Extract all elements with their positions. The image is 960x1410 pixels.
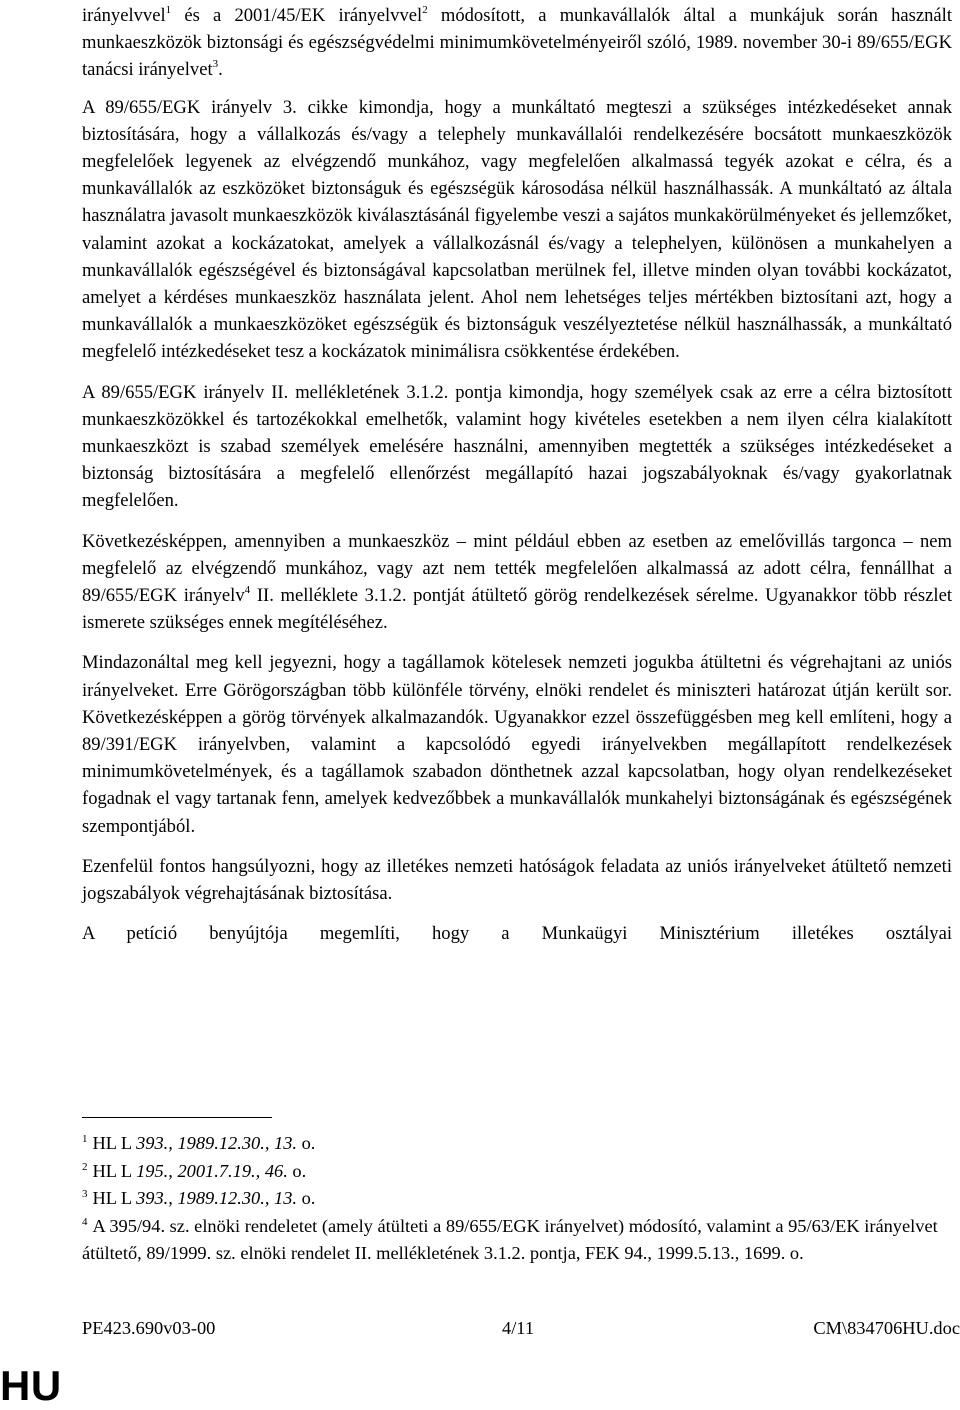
footnote-ref-3[interactable]: 3 — [212, 58, 219, 71]
document-reference: PE423.690v03-00 — [82, 1318, 216, 1338]
paragraph-intro-continuation — [82, 2, 952, 84]
footnote-text: o. — [297, 1188, 316, 1208]
footnote-number: 2 — [82, 1160, 88, 1173]
footnote-text: o. — [287, 1160, 307, 1181]
footnote-text: o. — [297, 1133, 316, 1153]
document-page — [82, 0, 960, 1410]
text-run: II. melléklete 3.1.2. pontját átültető görög rendelkezések sérelme. Ugyanakkor több részlet ismerete szükséges ennek megítéléséhez. — [82, 585, 952, 634]
footnote-number: 1 — [82, 1133, 88, 1145]
text-run: . — [218, 59, 223, 81]
paragraph-national-authorities: Ezenfelül fontos hangsúlyozni, hogy az illetékes nemzeti hatóságok feladata az uniós irányelveket átültető nemzeti jogszabályok végrehajtásának biztosítása. — [82, 855, 952, 905]
text-run: Következésképpen, amennyiben a munkaeszköz – mint például ebben az esetben az emelővillás targonca – nem megfelelő az elvégzendő munkához, vagy azt nem tették megfelelően alkalmassá az adott célra, fennállhat a 89/655/EGK irányelv — [82, 530, 952, 607]
footnote-text: A 395/94. sz. elnöki rendeletet (amely átülteti a 89/655/EGK irányelvet) módosító, valamint a 95/63/EK irányelvet átültető, 89/1999. sz. elnöki rendelet II. mellékletének 3.1.2. pontja, FEK 94., 1999.5.13., 1699. o. — [82, 1215, 938, 1263]
footnote-ref-4[interactable]: 4 — [244, 584, 251, 597]
body-text — [82, 2, 952, 961]
text-run: irányelvvel — [82, 5, 166, 26]
footnote-number: 4 — [82, 1215, 88, 1228]
language-code: HU — [0, 1362, 62, 1409]
footnote-separator — [82, 1117, 272, 1118]
paragraph-annex-ii: A 89/655/EGK irányelv II. mellékletének 3.1.2. pontja kimondja, hogy személyek csak az erre a célra biztosított munkaeszközökkel és tartozékokkal emelhetők, valamint hogy kivételes esetekben a nem ilyen célra kialakított munkaeszközt is szabad személyek emelésére használni, amennyiben megtették a szükséges intézkedéseket a biztonság biztosítására a megfelelő ellenőrzést megállapító hazai jogszabályoknak és/vagy gyakorlatnak megfelelően. — [82, 381, 952, 512]
footnotes — [82, 1130, 952, 1268]
footnote-text: HL L — [92, 1188, 137, 1208]
footnote-ref-1[interactable]: 1 — [165, 4, 172, 16]
footnote-number: 3 — [82, 1188, 88, 1200]
footnote-2 — [82, 1158, 952, 1186]
footnote-4 — [82, 1213, 952, 1268]
footnote-ref-2[interactable]: 2 — [422, 4, 428, 16]
page-footer — [82, 1318, 960, 1346]
paragraph-consequently — [82, 528, 952, 637]
paragraph-petitioner: A petíció benyújtója megemlíti, hogy a Munkaügyi Minisztérium illetékes osztályai — [82, 923, 952, 945]
page-number: 4/11 — [502, 1318, 535, 1338]
footnote-text: HL L — [92, 1133, 137, 1153]
text-run: és a 2001/45/EK irányelvvel — [171, 5, 423, 26]
footnote-citation: 393., 1989.12.30., 13. — [136, 1188, 298, 1208]
paragraph-member-states: Mindazonáltal meg kell jegyezni, hogy a tagállamok kötelesek nemzeti jogukba átültetni és végrehajtani az uniós irányelveket. Erre Görögországban több különféle törvény, elnöki rendelet és miniszteri határozat útján került sor. Következésképpen a görög törvények alkalmazandók. Ugyanakkor ezzel összefüggésben meg kell említeni, hogy a 89/391/EGK irányelvben, valamint a kapcsolódó egyedi irányelvekben megállapított rendelkezések minimumkövetelmények, és a tagállamok szabadon dönthetnek azzal kapcsolatban, hogy olyan rendelkezéseket fogadnak el vagy tartanak fenn, amelyek kedvezőbbek a munkavállalók munkahelyi biztonságának és egészségének szempontjából. — [82, 652, 952, 837]
footnote-3 — [82, 1185, 952, 1213]
footnote-citation: 393., 1989.12.30., 13. — [136, 1133, 298, 1153]
file-name: CM\834706HU.doc — [813, 1318, 960, 1338]
paragraph-article-3: A 89/655/EGK irányelv 3. cikke kimondja, hogy a munkáltató megteszi a szükséges intézkedéseket annak biztosítására, hogy a vállalkozás és/vagy a telephely munkavállalói rendelkezésére bocsátott munkaeszközök megfelelőek legyenek az elvégzendő munkához, vagy megfelelően alkalmassá tegyék azokat e célra, és a munkavállalók az eszközöket biztonságuk és egészségük károsodása nélkül használhassák. A munkáltató az általa használatra javasolt munkaeszközök kiválasztásánál figyelembe veszi a sajátos munkakörülményeket és jellemzőket, valamint azokat a kockázatokat, amelyek a vállalkozásnál és/vagy a telephelyen, különösen a munkahelyen a munkavállalók egészségével és biztonságával kapcsolatban merülnek fel, illetve minden olyan további kockázatot, amelyet a kérdéses munkaeszköz használata jelent. Ahol nem lehetséges teljes mértékben biztosítani azt, hogy a munkavállalók a munkaeszközöket egészségük és biztonságuk veszélyeztetése nélkül használhassák, a munkáltató megfelelő intézkedéseket tesz a kockázatok minimálisra csökkentése érdekében. — [82, 96, 952, 363]
footnote-1 — [82, 1130, 952, 1158]
footnote-text: HL L — [92, 1160, 137, 1181]
footnote-citation: 195., 2001.7.19., 46. — [136, 1160, 288, 1181]
text-run: módosított, a munkavállalók által a munkájuk során használt munkaeszközök biztonsági és egészségvédelmi minimumkövetelményeiről szóló, 1989. november 30-i 89/655/EGK tanácsi irányelvet — [82, 5, 952, 81]
